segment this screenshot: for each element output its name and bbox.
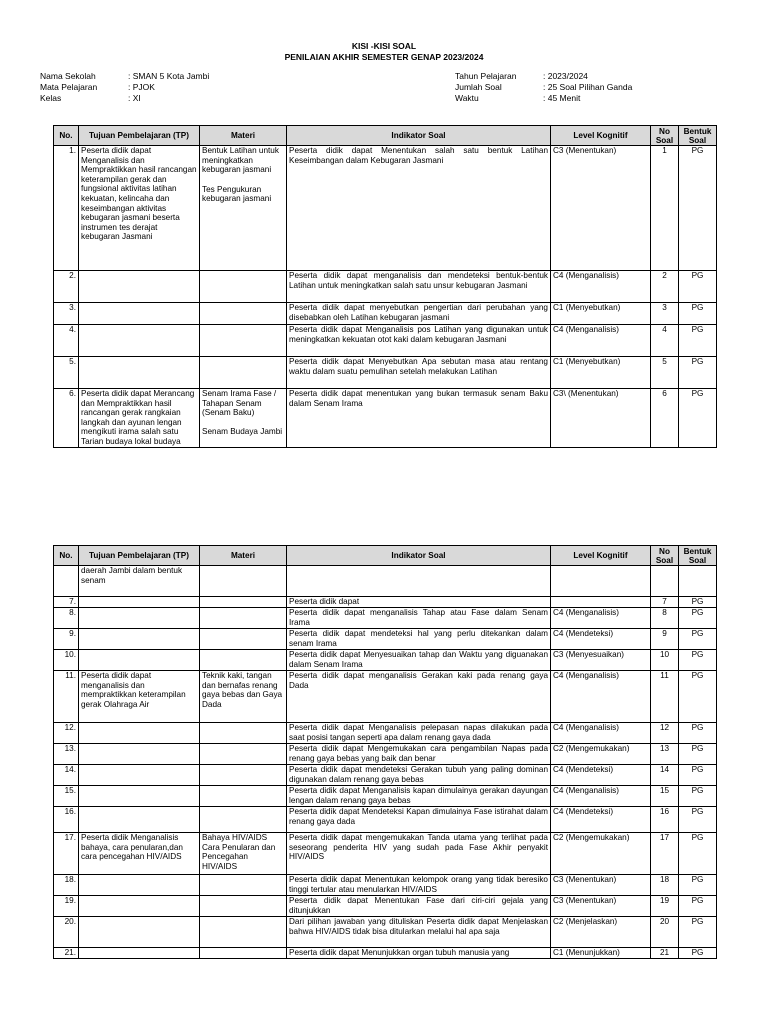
indikator-cell: Peserta didik dapat mengemukakan Tanda utama yang terlihat pada seseorang penderita HIV yang sudah pada Fase Akhir penyakit HIV/AIDS — [287, 833, 551, 875]
tp-cell-empty — [79, 723, 200, 744]
indikator-cell: Peserta didik dapat Menyesuaikan tahap dan Waktu yang diguanakan dalam Senam Irama — [287, 650, 551, 671]
materi-cell-empty — [200, 629, 287, 650]
bentuk-cell: PG — [679, 389, 717, 448]
tp-cell-empty — [79, 744, 200, 765]
bentuk-cell: PG — [679, 325, 717, 357]
materi-cell — [200, 389, 287, 448]
table-row — [54, 744, 717, 765]
materi-cell-empty — [200, 325, 287, 357]
materi-text: Tes Pengukuran kebugaran jasmani — [202, 184, 272, 204]
tp-cell-empty — [79, 608, 200, 629]
nosoal-cell: 15 — [651, 786, 679, 807]
indikator-cell: Peserta didik dapat Mengemukakan cara pengambilan Napas pada renang gaya bebas yang baik dan benar — [287, 744, 551, 765]
materi-cell-empty — [200, 608, 287, 629]
tp-cell-empty — [79, 765, 200, 786]
bentuk-cell: PG — [679, 146, 717, 271]
nosoal-cell: 10 — [651, 650, 679, 671]
col-header-no: No. — [54, 546, 79, 566]
tp-cell-empty — [79, 650, 200, 671]
materi-cell: Teknik kaki, tangan dan bernafas renang gaya bebas dan Gaya Dada — [200, 671, 287, 723]
tp-cell-empty — [79, 271, 200, 303]
nosoal-cell: 4 — [651, 325, 679, 357]
nosoal-cell: 7 — [651, 597, 679, 608]
col-header-level: Level Kognitif — [551, 126, 651, 146]
tp-cell-empty — [79, 807, 200, 833]
indikator-cell: Peserta didik dapat — [287, 597, 551, 608]
indikator-cell: Peserta didik dapat Menganalisis kapan dimulainya gerakan dayungan lengan dalam renang gaya bebas — [287, 786, 551, 807]
level-cell: C4 (Menganalisis) — [551, 723, 651, 744]
level-cell: C4 (Menganalisis) — [551, 786, 651, 807]
bentuk-cell: PG — [679, 765, 717, 786]
row-no: 1. — [54, 146, 79, 271]
info-right — [455, 71, 632, 104]
col-header-bentuk: Bentuk Soal — [679, 126, 717, 146]
row-no: 15. — [54, 786, 79, 807]
table-row — [54, 325, 717, 357]
info-label: Tahun Pelajaran — [455, 71, 517, 81]
row-no: 14. — [54, 765, 79, 786]
row-no: 17. — [54, 833, 79, 875]
row-no: 7. — [54, 597, 79, 608]
level-cell: C4 (Menganalisis) — [551, 325, 651, 357]
row-no: 5. — [54, 357, 79, 389]
tp-cell-empty — [79, 875, 200, 896]
row-no: 6. — [54, 389, 79, 448]
nosoal-cell: 12 — [651, 723, 679, 744]
row-no: 16. — [54, 807, 79, 833]
level-cell: C4 (Mendeteksi) — [551, 807, 651, 833]
level-cell: C2 (Mengemukakan) — [551, 833, 651, 875]
nosoal-cell: 1 — [651, 146, 679, 271]
tp-cell-empty — [79, 948, 200, 959]
table-row — [54, 629, 717, 650]
row-no: 2. — [54, 271, 79, 303]
nosoal-cell: 6 — [651, 389, 679, 448]
info-value: : XI — [128, 93, 141, 103]
tp-cell-empty — [79, 896, 200, 917]
materi-cell-empty — [200, 303, 287, 325]
table-row — [54, 357, 717, 389]
materi-cell-empty — [200, 566, 287, 597]
level-cell: C4 (Mendeteksi) — [551, 765, 651, 786]
table-header-row — [54, 546, 717, 566]
info-label: Nama Sekolah — [40, 71, 96, 81]
level-cell: C1 (Menyebutkan) — [551, 357, 651, 389]
table-row — [54, 875, 717, 896]
nosoal-cell: 8 — [651, 608, 679, 629]
bentuk-cell: PG — [679, 303, 717, 325]
row-no: 10. — [54, 650, 79, 671]
level-cell: C3\ (Menentukan) — [551, 389, 651, 448]
table-row — [54, 389, 717, 448]
kisi-table-1 — [53, 125, 717, 448]
indikator-cell: Peserta didik dapat mendeteksi hal yang perlu ditekankan dalam senam Irama — [287, 629, 551, 650]
tp-cell: Peserta didik dapat Merancang dan Mempraktikkan hasil rancangan gerak rangkaian langkah dan ayunan lengan mengikuti irama salah satu Tarian budaya lokal budaya — [79, 389, 200, 448]
col-header-tp: Tujuan Pembelajaran (TP) — [79, 126, 200, 146]
info-label: Kelas — [40, 93, 62, 103]
materi-cell-empty — [200, 597, 287, 608]
level-cell: C3 (Menentukan) — [551, 875, 651, 896]
col-header-indikator: Indikator Soal — [287, 126, 551, 146]
materi-text: Senam Budaya Jambi — [202, 426, 283, 436]
table-row — [54, 146, 717, 271]
materi-cell-empty — [200, 896, 287, 917]
table-row — [54, 807, 717, 833]
tp-cell-empty — [79, 786, 200, 807]
materi-cell — [200, 146, 287, 271]
materi-cell-empty — [200, 744, 287, 765]
tp-cell-empty — [79, 629, 200, 650]
materi-cell-empty — [200, 807, 287, 833]
nosoal-cell: 11 — [651, 671, 679, 723]
nosoal-cell: 21 — [651, 948, 679, 959]
info-value: : PJOK — [128, 82, 155, 92]
table-row — [54, 303, 717, 325]
nosoal-cell: 9 — [651, 629, 679, 650]
bentuk-cell: PG — [679, 671, 717, 723]
materi-cell-empty — [200, 917, 287, 948]
bentuk-cell: PG — [679, 271, 717, 303]
nosoal-cell: 3 — [651, 303, 679, 325]
materi-cell-empty — [200, 765, 287, 786]
indikator-cell: Peserta didik dapat Menganalisis pelepasan napas dilakukan pada saat posisi tangan seperti apa dalam renang gaya dada — [287, 723, 551, 744]
indikator-cell: Peserta didik dapat mendeteksi Gerakan tubuh yang paling dominan digunakan dalam renang gaya bebas — [287, 765, 551, 786]
info-value: : 2023/2024 — [543, 71, 588, 81]
indikator-cell: Peserta didik dapat Menyebutkan Apa sebutan masa atau rentang waktu dalam suatu pemulihan setelah melakukan Latihan — [287, 357, 551, 389]
nosoal-cell-empty — [651, 566, 679, 597]
level-cell: C4 (Mendeteksi) — [551, 629, 651, 650]
nosoal-cell: 18 — [651, 875, 679, 896]
bentuk-cell: PG — [679, 744, 717, 765]
nosoal-cell: 20 — [651, 917, 679, 948]
tp-cell: Peserta didik dapat Menganalisis dan Mempraktikkan hasil rancangan keterampilan gerak dan fungsional aktivitas latihan kekuatan, kelincaha dan keseimbangan aktivitas kebugaran jasmani beserta instrumen tes derajat kebugaran Jasmani — [79, 146, 200, 271]
level-cell: C2 (Menjelaskan) — [551, 917, 651, 948]
table-row — [54, 723, 717, 744]
row-no: 3. — [54, 303, 79, 325]
row-no: 4. — [54, 325, 79, 357]
col-header-bentuk: Bentuk Soal — [679, 546, 717, 566]
info-value: : 45 Menit — [543, 93, 581, 103]
row-no: 13. — [54, 744, 79, 765]
indikator-cell: Peserta didik dapat Menganalisis pos Latihan yang digunakan untuk meningkatkan kekuatan otot kaki dalam kebugaran Jasmani — [287, 325, 551, 357]
table-row — [54, 608, 717, 629]
nosoal-cell: 5 — [651, 357, 679, 389]
level-cell: C4 (Menganalisis) — [551, 608, 651, 629]
bentuk-cell: PG — [679, 896, 717, 917]
indikator-cell: Peserta didik dapat menganalisis Gerakan kaki pada renang gaya Dada — [287, 671, 551, 723]
tp-cell: Peserta didik Menganalisis bahaya, cara penularan,dan cara pencegahan HIV/AIDS — [79, 833, 200, 875]
bentuk-cell: PG — [679, 608, 717, 629]
indikator-cell-empty — [287, 566, 551, 597]
info-value: : SMAN 5 Kota Jambi — [128, 71, 210, 81]
table-header-row — [54, 126, 717, 146]
bentuk-cell: PG — [679, 917, 717, 948]
level-cell: C4 (Menganalisis) — [551, 671, 651, 723]
bentuk-cell: PG — [679, 650, 717, 671]
indikator-cell: Peserta didik dapat menyebutkan pengertian dari perubahan yang disebabkan oleh Latihan kebugaran jasmani — [287, 303, 551, 325]
table-row-continuation — [54, 566, 717, 597]
nosoal-cell: 16 — [651, 807, 679, 833]
bentuk-cell: PG — [679, 723, 717, 744]
row-no-empty — [54, 566, 79, 597]
nosoal-cell: 17 — [651, 833, 679, 875]
table-row — [54, 765, 717, 786]
tp-cell: daerah Jambi dalam bentuk senam — [79, 566, 200, 597]
bentuk-cell: PG — [679, 807, 717, 833]
row-no: 21. — [54, 948, 79, 959]
materi-cell-empty — [200, 948, 287, 959]
row-no: 20. — [54, 917, 79, 948]
bentuk-cell: PG — [679, 875, 717, 896]
table-row — [54, 650, 717, 671]
table-row — [54, 833, 717, 875]
indikator-cell: Peserta didik dapat Menentukan Fase dari ciri-ciri gejala yang ditunjukkan — [287, 896, 551, 917]
tp-cell-empty — [79, 597, 200, 608]
tp-cell-empty — [79, 357, 200, 389]
tp-cell-empty — [79, 303, 200, 325]
level-cell: C3 (Menyesuaikan) — [551, 650, 651, 671]
level-cell: C1 (Menyebutkan) — [551, 303, 651, 325]
materi-cell-empty — [200, 271, 287, 303]
col-header-nosoal: No Soal — [651, 546, 679, 566]
table-row — [54, 948, 717, 959]
col-header-tp: Tujuan Pembelajaran (TP) — [79, 546, 200, 566]
table-row — [54, 786, 717, 807]
col-header-materi: Materi — [200, 546, 287, 566]
materi-cell-empty — [200, 357, 287, 389]
bentuk-cell: PG — [679, 833, 717, 875]
bentuk-cell-empty — [679, 566, 717, 597]
indikator-cell: Peserta didik dapat menentukan yang bukan termasuk senam Baku dalam Senam Irama — [287, 389, 551, 448]
level-cell: C1 (Menunjukkan) — [551, 948, 651, 959]
col-header-indikator: Indikator Soal — [287, 546, 551, 566]
materi-cell-empty — [200, 786, 287, 807]
info-label: Waktu — [455, 93, 479, 103]
document-subtitle: PENILAIAN AKHIR SEMESTER GENAP 2023/2024 — [284, 52, 484, 62]
level-cell — [551, 597, 651, 608]
indikator-cell: Peserta didik dapat Mendeteksi Kapan dimulainya Fase istirahat dalam renang gaya dada — [287, 807, 551, 833]
kisi-table-2 — [53, 545, 717, 959]
indikator-cell: Peserta didik dapat Menunjukkan organ tubuh manusia yang — [287, 948, 551, 959]
materi-cell: Bahaya HIV/AIDS Cara Penularan dan Pencegahan HIV/AIDS — [200, 833, 287, 875]
materi-cell-empty — [200, 723, 287, 744]
row-no: 8. — [54, 608, 79, 629]
tp-cell: Peserta didik dapat menganalisis dan mempraktikkan keterampilan gerak Olahraga Air — [79, 671, 200, 723]
nosoal-cell: 19 — [651, 896, 679, 917]
nosoal-cell: 14 — [651, 765, 679, 786]
materi-text: Bentuk Latihan untuk meningkatkan kebugaran jasmani — [202, 146, 279, 175]
row-no: 9. — [54, 629, 79, 650]
table-row — [54, 671, 717, 723]
indikator-cell: Peserta didik dapat Menentukan salah satu bentuk Latihan Keseimbangan dalam Kebugaran Jasmani — [287, 146, 551, 271]
indikator-cell: Peserta didik dapat menganalisis Tahap atau Fase dalam Senam Irama — [287, 608, 551, 629]
table-row — [54, 917, 717, 948]
materi-text: Senam Irama Fase / Tahapan Senam (Senam Baku) — [202, 389, 277, 418]
info-label: Jumlah Soal — [455, 82, 502, 92]
info-left — [40, 71, 209, 104]
level-cell: C3 (Menentukan) — [551, 896, 651, 917]
table-row — [54, 896, 717, 917]
indikator-cell: Dari pilihan jawaban yang dituliskan Peserta didik dapat Menjelaskan bahwa HIV/AIDS tidak bisa ditularkan melalui hal apa saja — [287, 917, 551, 948]
tp-cell-empty — [79, 917, 200, 948]
row-no: 18. — [54, 875, 79, 896]
col-header-no: No. — [54, 126, 79, 146]
bentuk-cell: PG — [679, 357, 717, 389]
row-no: 12. — [54, 723, 79, 744]
col-header-level: Level Kognitif — [551, 546, 651, 566]
info-value: : 25 Soal Pilihan Ganda — [543, 82, 633, 92]
bentuk-cell: PG — [679, 597, 717, 608]
tp-cell-empty — [79, 325, 200, 357]
bentuk-cell: PG — [679, 948, 717, 959]
info-label: Mata Pelajaran — [40, 82, 98, 92]
table-row — [54, 271, 717, 303]
document-title: KISI -KISI SOAL — [351, 41, 417, 51]
level-cell: C2 (Mengemukakan) — [551, 744, 651, 765]
bentuk-cell: PG — [679, 629, 717, 650]
row-no: 19. — [54, 896, 79, 917]
level-cell-empty — [551, 566, 651, 597]
row-no: 11. — [54, 671, 79, 723]
materi-cell-empty — [200, 650, 287, 671]
col-header-nosoal: No Soal — [651, 126, 679, 146]
indikator-cell: Peserta didik dapat menganalisis dan mendeteksi bentuk-bentuk Latihan untuk meningkatkan salah satu unsur kebugaran Jasmani — [287, 271, 551, 303]
table-row — [54, 597, 717, 608]
indikator-cell: Peserta didik dapat Menentukan kelompok orang yang tidak beresiko tinggi tertular atau menularkan HIV/AIDS — [287, 875, 551, 896]
materi-cell-empty — [200, 875, 287, 896]
nosoal-cell: 2 — [651, 271, 679, 303]
level-cell: C4 (Menganalisis) — [551, 271, 651, 303]
nosoal-cell: 13 — [651, 744, 679, 765]
bentuk-cell: PG — [679, 786, 717, 807]
level-cell: C3 (Menentukan) — [551, 146, 651, 271]
col-header-materi: Materi — [200, 126, 287, 146]
